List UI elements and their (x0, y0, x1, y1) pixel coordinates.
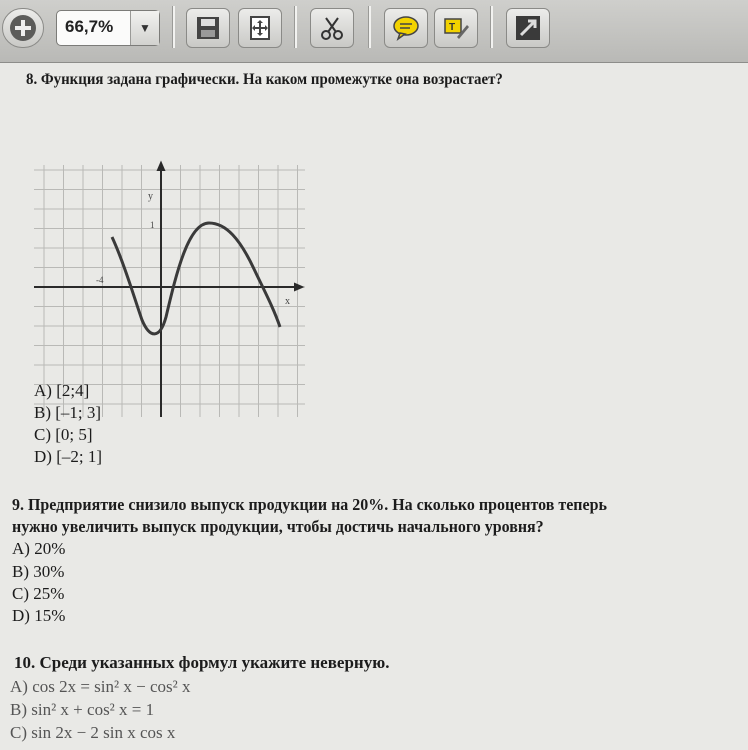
q8-option-d: D) [–2; 1] (34, 447, 102, 466)
zoom-in-button[interactable] (2, 8, 44, 48)
axes (34, 163, 302, 417)
fit-page-button[interactable] (238, 8, 282, 48)
question-9-line-2: нужно увеличить выпуск продукции, чтобы достичь начального уровня? (12, 517, 544, 536)
function-curve (112, 223, 280, 334)
tick-label-1: 1 (150, 220, 155, 230)
question-10-title: 10. Среди указанных формул укажите неверную. (14, 653, 390, 672)
zoom-field[interactable] (56, 10, 160, 46)
save-button[interactable] (186, 8, 230, 48)
toolbar (0, 0, 748, 63)
zoom-value: 66,7% (65, 17, 114, 36)
zoom-dropdown-button[interactable] (130, 11, 159, 45)
tick-label-neg-4: -4 (96, 275, 104, 285)
toolbar-divider (368, 6, 371, 48)
question-8-title: 8. Функция задана графически. На каком промежутке она возрастает? (26, 71, 503, 88)
save-icon (195, 15, 221, 41)
cut-button[interactable] (310, 8, 354, 48)
annotate-button[interactable] (434, 8, 478, 48)
q8-option-c: C) [0; 5] (34, 425, 93, 444)
document-page (0, 63, 748, 750)
q10-option-c: C) sin 2x − 2 sin x cos x (10, 723, 176, 742)
q10-option-b: B) sin² x + cos² x = 1 (10, 700, 155, 719)
fit-page-icon (247, 15, 273, 41)
q8-option-b: B) [–1; 3] (34, 403, 102, 422)
x-axis-label: x (285, 296, 290, 307)
expand-icon (515, 15, 541, 41)
scissors-icon (319, 15, 345, 41)
q9-option-a: A) 20% (12, 539, 66, 558)
annotate-icon (442, 15, 470, 41)
comment-icon (392, 15, 420, 41)
toolbar-divider (490, 6, 493, 48)
q9-option-b: B) 30% (12, 562, 65, 581)
x-axis-arrow (295, 284, 302, 290)
comment-button[interactable] (384, 8, 428, 48)
q8-option-a: A) [2;4] (34, 381, 90, 400)
q9-option-c: C) 25% (12, 584, 65, 603)
y-axis-arrow (158, 163, 164, 170)
chevron-down-icon: ▼ (139, 20, 151, 35)
zoom-in-icon (8, 13, 38, 43)
toolbar-divider (172, 6, 175, 48)
question-9-line-1: 9. Предприятие снизило выпуск продукции на 20%. На сколько процентов теперь (12, 495, 607, 514)
q9-option-d: D) 15% (12, 606, 66, 625)
q10-option-a: A) cos 2x = sin² x − cos² x (10, 677, 191, 696)
svg-text:T: T (449, 22, 456, 33)
expand-button[interactable] (506, 8, 550, 48)
y-axis-label: y (148, 191, 153, 202)
toolbar-divider (294, 6, 297, 48)
